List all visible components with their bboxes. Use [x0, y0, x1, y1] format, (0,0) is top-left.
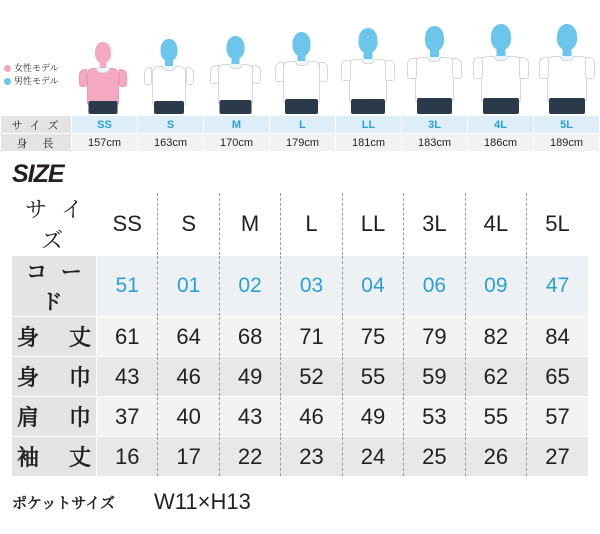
- mini-height-cell: 170cm: [204, 134, 270, 152]
- table-cell: L: [281, 193, 342, 256]
- table-cell: M: [219, 193, 280, 256]
- table-cell: 82: [465, 317, 526, 357]
- table-cell: 25: [404, 437, 465, 477]
- mini-size-cell: 5L: [534, 116, 600, 134]
- table-cell: 22: [219, 437, 280, 477]
- mini-size-cell: M: [204, 116, 270, 134]
- table-cell: 62: [465, 357, 526, 397]
- mini-height-label: 身 長: [1, 134, 72, 152]
- model-figure: [534, 0, 600, 115]
- table-cell: 79: [404, 317, 465, 357]
- table-cell: 01: [158, 256, 219, 317]
- model-figure: [468, 0, 534, 115]
- mini-height-cell: 179cm: [270, 134, 336, 152]
- model-sleeve-right: [585, 57, 595, 79]
- table-cell: 52: [281, 357, 342, 397]
- model-figure: [70, 0, 136, 115]
- model-collar: [427, 57, 441, 62]
- mini-height-cell: 181cm: [336, 134, 402, 152]
- male-color-dot-icon: [4, 78, 11, 85]
- table-cell: 4L: [465, 193, 526, 256]
- row-label: コ ー ド: [12, 256, 97, 317]
- row-label: 身 巾: [12, 357, 97, 397]
- model-figure-body: [339, 28, 397, 115]
- model-tshirt: [415, 57, 454, 102]
- model-tshirt: [283, 61, 320, 103]
- model-pants: [417, 98, 452, 114]
- table-cell: 46: [281, 397, 342, 437]
- model-sleeve-left: [210, 65, 219, 84]
- model-sleeve-right: [186, 67, 194, 85]
- model-collar: [494, 56, 508, 61]
- table-cell: 46: [158, 357, 219, 397]
- table-cell: 75: [342, 317, 403, 357]
- model-sleeve-left: [407, 58, 417, 79]
- model-pants: [549, 98, 585, 114]
- model-tshirt: [349, 59, 387, 103]
- legend-male-label: 男性モデル: [14, 76, 59, 86]
- model-sleeve-right: [119, 69, 127, 87]
- table-cell: 61: [97, 317, 158, 357]
- model-collar: [361, 59, 375, 64]
- table-cell: 84: [527, 317, 588, 357]
- table-row: [12, 193, 588, 256]
- table-cell: 16: [97, 437, 158, 477]
- model-size-height-table: [0, 115, 600, 152]
- mini-size-cell: 4L: [468, 116, 534, 134]
- table-cell: SS: [97, 193, 158, 256]
- table-cell: 3L: [404, 193, 465, 256]
- table-cell: 53: [404, 397, 465, 437]
- model-figure: [136, 0, 202, 115]
- model-tshirt: [547, 56, 587, 102]
- table-cell: 03: [281, 256, 342, 317]
- table-cell: 55: [342, 357, 403, 397]
- row-label: 袖 丈: [12, 437, 97, 477]
- model-sleeve-left: [79, 69, 87, 87]
- table-cell: 68: [219, 317, 280, 357]
- row-label: 身 丈: [12, 317, 97, 357]
- row-label: サ イ ズ: [12, 193, 97, 256]
- model-figure-body: [471, 24, 531, 115]
- model-figure-body: [79, 42, 127, 115]
- model-tshirt: [481, 56, 521, 102]
- model-sleeve-left: [539, 57, 549, 79]
- table-cell: 57: [527, 397, 588, 437]
- model-figure: [203, 0, 269, 115]
- model-collar: [162, 66, 176, 71]
- table-cell: 59: [404, 357, 465, 397]
- model-figure-body: [405, 26, 464, 115]
- model-sleeve-left: [144, 67, 152, 85]
- table-cell: 65: [527, 357, 588, 397]
- table-cell: 23: [281, 437, 342, 477]
- model-illustration-area: [0, 0, 600, 115]
- mini-height-cell: 157cm: [72, 134, 138, 152]
- model-tshirt: [87, 68, 119, 105]
- model-figure-body: [209, 36, 262, 115]
- model-figure-body: [537, 24, 597, 115]
- mini-height-row: [1, 134, 600, 152]
- pocket-size-value: W11×H13: [154, 489, 251, 514]
- model-pants: [220, 100, 252, 114]
- model-tshirt: [218, 64, 253, 104]
- model-sleeve-right: [519, 57, 529, 79]
- model-sleeve-right: [252, 65, 261, 84]
- model-collar: [295, 61, 309, 66]
- table-cell: 04: [342, 256, 403, 317]
- table-row: [12, 437, 588, 477]
- model-figure: [401, 0, 467, 115]
- model-sleeve-right: [452, 58, 462, 79]
- model-figure-body: [274, 32, 329, 115]
- table-cell: 40: [158, 397, 219, 437]
- table-cell: 27: [527, 437, 588, 477]
- legend: [4, 62, 70, 88]
- table-cell: 49: [219, 357, 280, 397]
- mini-size-cell: 3L: [402, 116, 468, 134]
- pocket-size-label: ポケットサイズ: [12, 494, 116, 512]
- mini-size-cell: LL: [336, 116, 402, 134]
- legend-male: [4, 75, 70, 88]
- table-row: [12, 317, 588, 357]
- model-collar: [560, 56, 574, 61]
- legend-female-label: 女性モデル: [14, 63, 59, 73]
- table-cell: 55: [465, 397, 526, 437]
- table-cell: 71: [281, 317, 342, 357]
- mini-size-row: [1, 116, 600, 134]
- model-tshirt: [152, 66, 186, 105]
- model-figure: [335, 0, 401, 115]
- table-row: [12, 357, 588, 397]
- size-table: [12, 193, 588, 477]
- page-title: SIZE: [12, 160, 64, 188]
- table-cell: 43: [97, 357, 158, 397]
- table-cell: 5L: [527, 193, 588, 256]
- table-cell: 64: [158, 317, 219, 357]
- mini-height-cell: 189cm: [534, 134, 600, 152]
- model-sleeve-right: [385, 60, 395, 81]
- mini-size-cell: SS: [72, 116, 138, 134]
- table-cell: 47: [527, 256, 588, 317]
- table-cell: 09: [465, 256, 526, 317]
- mini-size-cell: S: [138, 116, 204, 134]
- female-color-dot-icon: [4, 65, 11, 72]
- model-sleeve-right: [319, 62, 328, 82]
- table-row: [12, 256, 588, 317]
- table-cell: 51: [97, 256, 158, 317]
- table-row: [12, 397, 588, 437]
- table-cell: 49: [342, 397, 403, 437]
- table-cell: LL: [342, 193, 403, 256]
- mini-size-cell: L: [270, 116, 336, 134]
- row-label: 肩 巾: [12, 397, 97, 437]
- model-pants: [89, 101, 118, 114]
- model-sleeve-left: [275, 62, 284, 82]
- mini-height-cell: 163cm: [138, 134, 204, 152]
- size-table-wrap: [0, 193, 600, 477]
- table-cell: 24: [342, 437, 403, 477]
- pocket-size-row: [12, 485, 588, 519]
- mini-height-cell: 183cm: [402, 134, 468, 152]
- model-pants: [483, 98, 519, 114]
- table-cell: 06: [404, 256, 465, 317]
- mini-height-cell: 186cm: [468, 134, 534, 152]
- table-cell: 17: [158, 437, 219, 477]
- model-pants: [154, 101, 184, 114]
- model-collar: [229, 64, 243, 69]
- mini-size-label: サ イ ズ: [1, 116, 72, 134]
- figure-row: [70, 0, 600, 115]
- model-pants: [285, 99, 318, 114]
- table-cell: 43: [219, 397, 280, 437]
- table-cell: 37: [97, 397, 158, 437]
- bottom-spacer: [0, 522, 600, 534]
- table-cell: S: [158, 193, 219, 256]
- table-cell: 26: [465, 437, 526, 477]
- legend-female: [4, 62, 70, 75]
- model-pants: [351, 99, 385, 114]
- model-sleeve-left: [341, 60, 351, 81]
- model-figure-body: [144, 39, 194, 115]
- model-sleeve-left: [473, 57, 483, 79]
- table-cell: 02: [219, 256, 280, 317]
- model-figure: [269, 0, 335, 115]
- model-collar: [96, 68, 110, 73]
